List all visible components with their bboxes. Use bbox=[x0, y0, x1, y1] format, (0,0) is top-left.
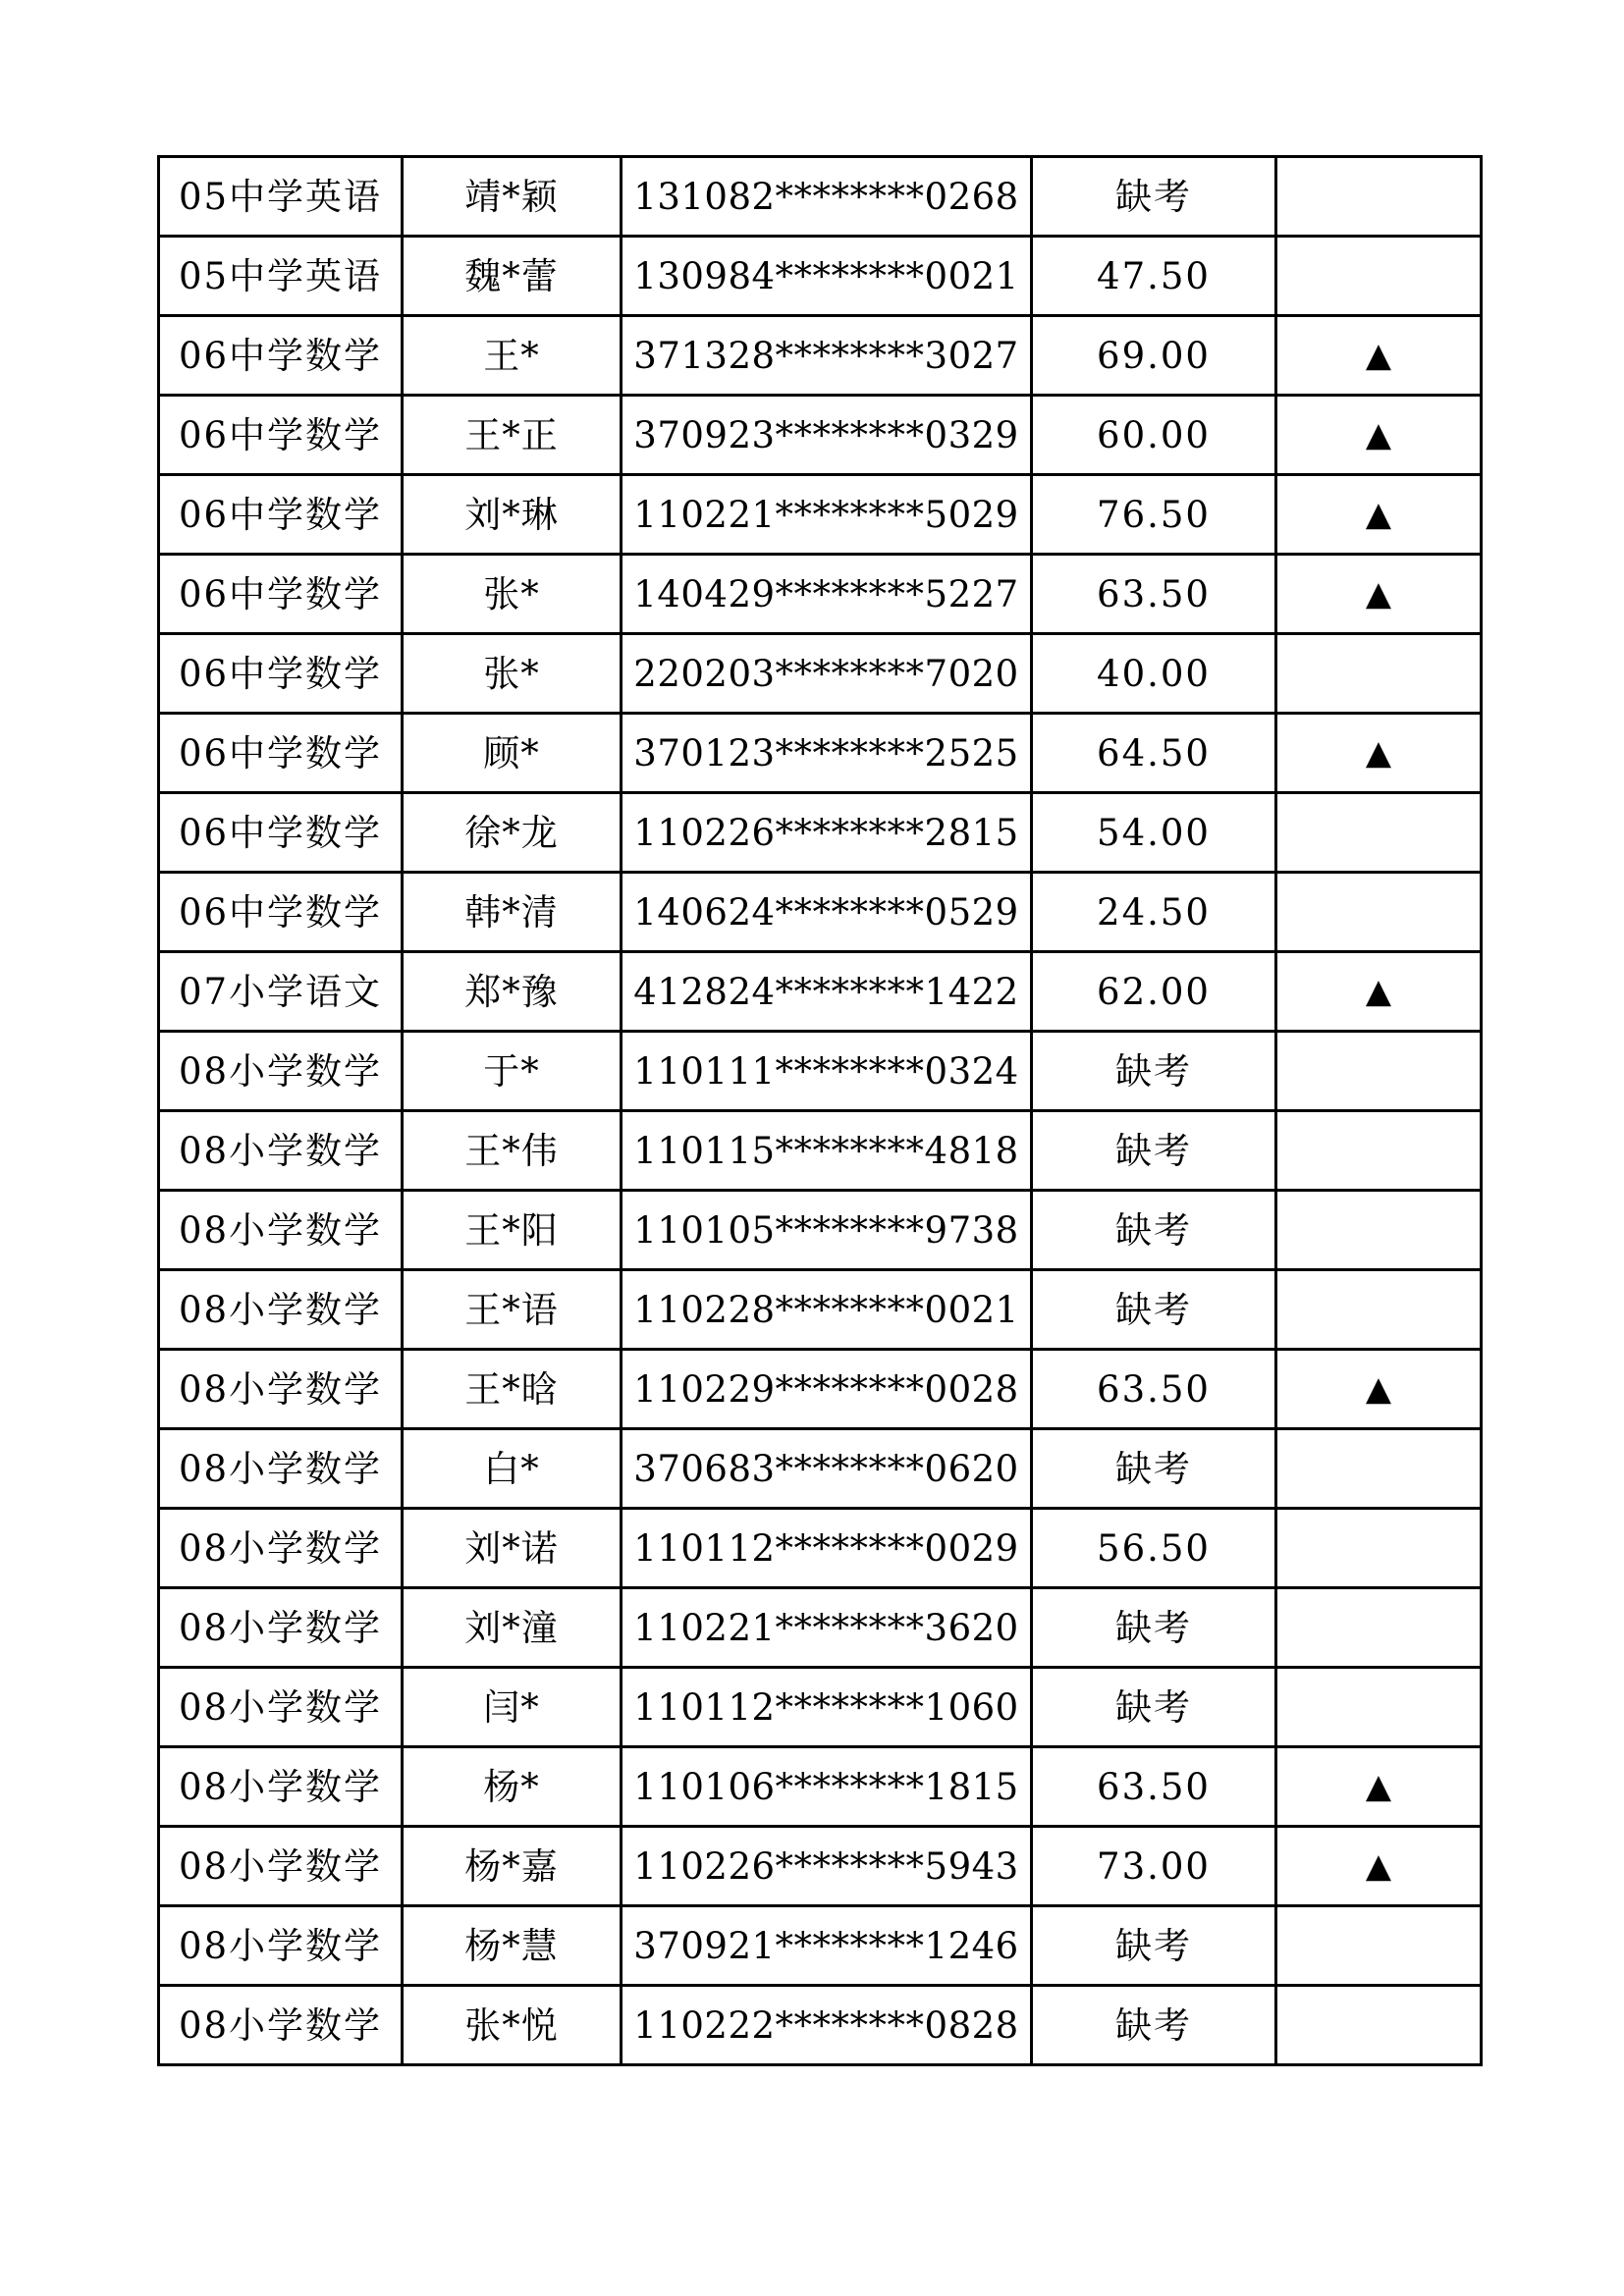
score-cell: 缺考 bbox=[1032, 157, 1276, 237]
qualified-mark-cell bbox=[1276, 1509, 1482, 1588]
qualified-mark-cell bbox=[1276, 237, 1482, 316]
qualified-mark-cell bbox=[1276, 157, 1482, 237]
score-cell: 63.50 bbox=[1032, 1747, 1276, 1827]
candidate-name-cell: 王*正 bbox=[403, 396, 622, 475]
candidate-name-cell: 闫* bbox=[403, 1668, 622, 1747]
score-cell: 缺考 bbox=[1032, 1986, 1276, 2065]
qualified-mark-cell: ▲ bbox=[1276, 475, 1482, 555]
subject-cell: 06中学数学 bbox=[159, 316, 403, 396]
candidate-name-cell: 杨* bbox=[403, 1747, 622, 1827]
candidate-name-cell: 王*伟 bbox=[403, 1111, 622, 1191]
table-row bbox=[159, 1111, 1482, 1191]
subject-cell: 08小学数学 bbox=[159, 1350, 403, 1429]
candidate-name-cell: 刘*琳 bbox=[403, 475, 622, 555]
id-number-cell: 412824********1422 bbox=[622, 952, 1032, 1032]
id-number-cell: 371328********3027 bbox=[622, 316, 1032, 396]
subject-cell: 06中学数学 bbox=[159, 634, 403, 714]
table-row bbox=[159, 316, 1482, 396]
id-number-cell: 110226********5943 bbox=[622, 1827, 1032, 1906]
id-number-cell: 370921********1246 bbox=[622, 1906, 1032, 1986]
table-row bbox=[159, 475, 1482, 555]
candidate-name-cell: 王*阳 bbox=[403, 1191, 622, 1270]
subject-cell: 08小学数学 bbox=[159, 1906, 403, 1986]
score-cell: 56.50 bbox=[1032, 1509, 1276, 1588]
candidate-name-cell: 王*晗 bbox=[403, 1350, 622, 1429]
score-table-body bbox=[159, 157, 1482, 2065]
subject-cell: 06中学数学 bbox=[159, 475, 403, 555]
id-number-cell: 220203********7020 bbox=[622, 634, 1032, 714]
qualified-mark-cell bbox=[1276, 1429, 1482, 1509]
score-cell: 缺考 bbox=[1032, 1588, 1276, 1668]
candidate-name-cell: 魏*蕾 bbox=[403, 237, 622, 316]
score-cell: 缺考 bbox=[1032, 1032, 1276, 1111]
qualified-mark-cell bbox=[1276, 634, 1482, 714]
table-row bbox=[159, 634, 1482, 714]
table-row bbox=[159, 1509, 1482, 1588]
qualified-mark-cell bbox=[1276, 1906, 1482, 1986]
candidate-name-cell: 郑*豫 bbox=[403, 952, 622, 1032]
table-row bbox=[159, 396, 1482, 475]
qualified-mark-cell bbox=[1276, 1111, 1482, 1191]
subject-cell: 08小学数学 bbox=[159, 1270, 403, 1350]
score-cell: 60.00 bbox=[1032, 396, 1276, 475]
id-number-cell: 110115********4818 bbox=[622, 1111, 1032, 1191]
qualified-mark-cell bbox=[1276, 1270, 1482, 1350]
table-row bbox=[159, 1032, 1482, 1111]
table-row bbox=[159, 157, 1482, 237]
id-number-cell: 110105********9738 bbox=[622, 1191, 1032, 1270]
id-number-cell: 110112********1060 bbox=[622, 1668, 1032, 1747]
id-number-cell: 110229********0028 bbox=[622, 1350, 1032, 1429]
table-row bbox=[159, 873, 1482, 952]
subject-cell: 07小学语文 bbox=[159, 952, 403, 1032]
qualified-mark-cell: ▲ bbox=[1276, 1350, 1482, 1429]
id-number-cell: 110106********1815 bbox=[622, 1747, 1032, 1827]
table-row bbox=[159, 1906, 1482, 1986]
score-cell: 64.50 bbox=[1032, 714, 1276, 793]
table-row bbox=[159, 1827, 1482, 1906]
score-cell: 缺考 bbox=[1032, 1111, 1276, 1191]
score-cell: 54.00 bbox=[1032, 793, 1276, 873]
candidate-name-cell: 韩*清 bbox=[403, 873, 622, 952]
qualified-mark-cell: ▲ bbox=[1276, 1827, 1482, 1906]
candidate-name-cell: 徐*龙 bbox=[403, 793, 622, 873]
table-row bbox=[159, 1588, 1482, 1668]
subject-cell: 08小学数学 bbox=[159, 1191, 403, 1270]
qualified-mark-cell: ▲ bbox=[1276, 714, 1482, 793]
qualified-mark-cell: ▲ bbox=[1276, 555, 1482, 634]
id-number-cell: 110226********2815 bbox=[622, 793, 1032, 873]
qualified-mark-cell: ▲ bbox=[1276, 316, 1482, 396]
subject-cell: 06中学数学 bbox=[159, 396, 403, 475]
qualified-mark-cell bbox=[1276, 793, 1482, 873]
candidate-name-cell: 张* bbox=[403, 555, 622, 634]
subject-cell: 08小学数学 bbox=[159, 1032, 403, 1111]
table-row bbox=[159, 793, 1482, 873]
candidate-name-cell: 靖*颖 bbox=[403, 157, 622, 237]
qualified-mark-cell bbox=[1276, 873, 1482, 952]
candidate-name-cell: 于* bbox=[403, 1032, 622, 1111]
candidate-name-cell: 刘*潼 bbox=[403, 1588, 622, 1668]
score-cell: 缺考 bbox=[1032, 1668, 1276, 1747]
table-row bbox=[159, 555, 1482, 634]
id-number-cell: 140624********0529 bbox=[622, 873, 1032, 952]
subject-cell: 06中学数学 bbox=[159, 714, 403, 793]
score-cell: 63.50 bbox=[1032, 555, 1276, 634]
score-cell: 73.00 bbox=[1032, 1827, 1276, 1906]
qualified-mark-cell bbox=[1276, 1191, 1482, 1270]
table-row bbox=[159, 714, 1482, 793]
candidate-name-cell: 杨*嘉 bbox=[403, 1827, 622, 1906]
qualified-mark-cell bbox=[1276, 1668, 1482, 1747]
id-number-cell: 370923********0329 bbox=[622, 396, 1032, 475]
score-cell: 缺考 bbox=[1032, 1906, 1276, 1986]
candidate-name-cell: 张* bbox=[403, 634, 622, 714]
id-number-cell: 140429********5227 bbox=[622, 555, 1032, 634]
id-number-cell: 110228********0021 bbox=[622, 1270, 1032, 1350]
subject-cell: 08小学数学 bbox=[159, 1827, 403, 1906]
subject-cell: 06中学数学 bbox=[159, 793, 403, 873]
qualified-mark-cell: ▲ bbox=[1276, 952, 1482, 1032]
subject-cell: 06中学数学 bbox=[159, 555, 403, 634]
subject-cell: 08小学数学 bbox=[159, 1588, 403, 1668]
id-number-cell: 370683********0620 bbox=[622, 1429, 1032, 1509]
subject-cell: 08小学数学 bbox=[159, 1429, 403, 1509]
id-number-cell: 110111********0324 bbox=[622, 1032, 1032, 1111]
table-row bbox=[159, 952, 1482, 1032]
qualified-mark-cell: ▲ bbox=[1276, 1747, 1482, 1827]
subject-cell: 05中学英语 bbox=[159, 237, 403, 316]
table-row bbox=[159, 1350, 1482, 1429]
score-table bbox=[157, 155, 1483, 2066]
score-cell: 40.00 bbox=[1032, 634, 1276, 714]
score-cell: 47.50 bbox=[1032, 237, 1276, 316]
qualified-mark-cell bbox=[1276, 1986, 1482, 2065]
candidate-name-cell: 王*语 bbox=[403, 1270, 622, 1350]
table-row bbox=[159, 1747, 1482, 1827]
candidate-name-cell: 白* bbox=[403, 1429, 622, 1509]
subject-cell: 08小学数学 bbox=[159, 1111, 403, 1191]
id-number-cell: 130984********0021 bbox=[622, 237, 1032, 316]
score-cell: 缺考 bbox=[1032, 1429, 1276, 1509]
table-row bbox=[159, 1191, 1482, 1270]
candidate-name-cell: 顾* bbox=[403, 714, 622, 793]
score-cell: 76.50 bbox=[1032, 475, 1276, 555]
id-number-cell: 370123********2525 bbox=[622, 714, 1032, 793]
candidate-name-cell: 张*悦 bbox=[403, 1986, 622, 2065]
table-row bbox=[159, 1270, 1482, 1350]
subject-cell: 08小学数学 bbox=[159, 1668, 403, 1747]
table-row bbox=[159, 1986, 1482, 2065]
score-cell: 62.00 bbox=[1032, 952, 1276, 1032]
qualified-mark-cell bbox=[1276, 1032, 1482, 1111]
subject-cell: 08小学数学 bbox=[159, 1509, 403, 1588]
table-row bbox=[159, 237, 1482, 316]
subject-cell: 08小学数学 bbox=[159, 1747, 403, 1827]
subject-cell: 06中学数学 bbox=[159, 873, 403, 952]
candidate-name-cell: 杨*慧 bbox=[403, 1906, 622, 1986]
candidate-name-cell: 刘*诺 bbox=[403, 1509, 622, 1588]
qualified-mark-cell: ▲ bbox=[1276, 396, 1482, 475]
table-row bbox=[159, 1668, 1482, 1747]
candidate-name-cell: 王* bbox=[403, 316, 622, 396]
table-row bbox=[159, 1429, 1482, 1509]
id-number-cell: 110112********0029 bbox=[622, 1509, 1032, 1588]
id-number-cell: 110221********3620 bbox=[622, 1588, 1032, 1668]
id-number-cell: 110222********0828 bbox=[622, 1986, 1032, 2065]
id-number-cell: 110221********5029 bbox=[622, 475, 1032, 555]
score-cell: 缺考 bbox=[1032, 1270, 1276, 1350]
subject-cell: 05中学英语 bbox=[159, 157, 403, 237]
score-cell: 69.00 bbox=[1032, 316, 1276, 396]
score-cell: 24.50 bbox=[1032, 873, 1276, 952]
score-cell: 63.50 bbox=[1032, 1350, 1276, 1429]
subject-cell: 08小学数学 bbox=[159, 1986, 403, 2065]
qualified-mark-cell bbox=[1276, 1588, 1482, 1668]
id-number-cell: 131082********0268 bbox=[622, 157, 1032, 237]
score-cell: 缺考 bbox=[1032, 1191, 1276, 1270]
